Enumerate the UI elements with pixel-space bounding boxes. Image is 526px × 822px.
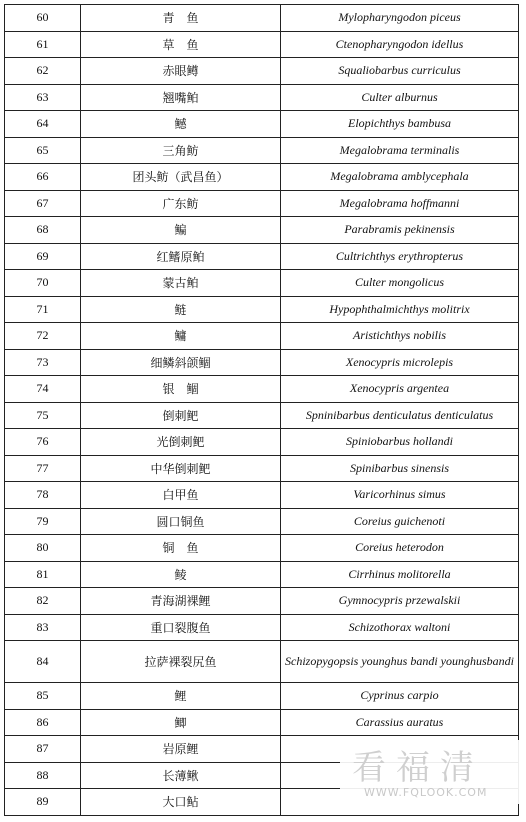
row-number: 89: [5, 789, 81, 816]
table-row: [5, 588, 519, 615]
row-number: 61: [5, 31, 81, 58]
table-row: [5, 614, 519, 641]
row-number: 82: [5, 588, 81, 615]
table-row: [5, 190, 519, 217]
row-number: 62: [5, 58, 81, 85]
table-row: [5, 296, 519, 323]
table-row: [5, 683, 519, 710]
chinese-name: 拉萨裸裂尻鱼: [81, 641, 281, 683]
table-row: [5, 429, 519, 456]
chinese-name: 鲮: [81, 561, 281, 588]
scientific-name: Megalobrama terminalis: [281, 137, 519, 164]
chinese-name: 蒙古鲌: [81, 270, 281, 297]
row-number: 66: [5, 164, 81, 191]
table-row: [5, 84, 519, 111]
chinese-name: 青海湖裸鲤: [81, 588, 281, 615]
table-row: [5, 137, 519, 164]
scientific-name: Cultrichthys erythropterus: [281, 243, 519, 270]
table-row: [5, 535, 519, 562]
table-row: [5, 455, 519, 482]
scientific-name: Schizothorax waltoni: [281, 614, 519, 641]
chinese-name: 广东鲂: [81, 190, 281, 217]
row-number: 81: [5, 561, 81, 588]
scientific-name: Megalobrama amblycephala: [281, 164, 519, 191]
chinese-name: 铜 鱼: [81, 535, 281, 562]
scientific-name: Cyprinus carpio: [281, 683, 519, 710]
row-number: 75: [5, 402, 81, 429]
table-row: [5, 243, 519, 270]
watermark-url: WWW.FQLOOK.COM: [364, 786, 488, 799]
watermark: [340, 740, 522, 804]
table-row: [5, 5, 519, 32]
scientific-name: Schizopygopsis younghus bandi younghusbandi: [281, 641, 519, 683]
chinese-name: 长薄鳅: [81, 762, 281, 789]
table-row: [5, 641, 519, 683]
table-row: [5, 561, 519, 588]
chinese-name: 银 鲴: [81, 376, 281, 403]
scientific-name: Xenocypris microlepis: [281, 349, 519, 376]
table-row: [5, 217, 519, 244]
table-row: [5, 323, 519, 350]
row-number: 74: [5, 376, 81, 403]
chinese-name: 重口裂腹鱼: [81, 614, 281, 641]
chinese-name: 鳙: [81, 323, 281, 350]
row-number: 72: [5, 323, 81, 350]
scientific-name: Hypophthalmichthys molitrix: [281, 296, 519, 323]
scientific-name: Aristichthys nobilis: [281, 323, 519, 350]
chinese-name: 中华倒刺鲃: [81, 455, 281, 482]
chinese-name: 草 鱼: [81, 31, 281, 58]
row-number: 60: [5, 5, 81, 32]
table-row: [5, 508, 519, 535]
scientific-name: Spiniobarbus hollandi: [281, 429, 519, 456]
chinese-name: 鲢: [81, 296, 281, 323]
scientific-name: Spinibarbus sinensis: [281, 455, 519, 482]
row-number: 79: [5, 508, 81, 535]
scientific-name: Coreius heterodon: [281, 535, 519, 562]
chinese-name: 赤眼鳟: [81, 58, 281, 85]
row-number: 85: [5, 683, 81, 710]
row-number: 86: [5, 709, 81, 736]
scientific-name: Gymnocypris przewalskii: [281, 588, 519, 615]
chinese-name: 倒刺鲃: [81, 402, 281, 429]
chinese-name: 大口鲇: [81, 789, 281, 816]
scientific-name: Carassius auratus: [281, 709, 519, 736]
row-number: 73: [5, 349, 81, 376]
scientific-name: Cirrhinus molitorella: [281, 561, 519, 588]
row-number: 69: [5, 243, 81, 270]
chinese-name: 细鳞斜颌鲴: [81, 349, 281, 376]
table-row: [5, 376, 519, 403]
row-number: 76: [5, 429, 81, 456]
chinese-name: 鳡: [81, 111, 281, 138]
scientific-name: Spninibarbus denticulatus denticulatus: [281, 402, 519, 429]
chinese-name: 红鳍原鲌: [81, 243, 281, 270]
row-number: 88: [5, 762, 81, 789]
row-number: 87: [5, 736, 81, 763]
row-number: 80: [5, 535, 81, 562]
table-row: [5, 31, 519, 58]
table-row: [5, 709, 519, 736]
row-number: 71: [5, 296, 81, 323]
table-row: [5, 111, 519, 138]
row-number: 65: [5, 137, 81, 164]
scientific-name: Elopichthys bambusa: [281, 111, 519, 138]
scientific-name: Squaliobarbus curriculus: [281, 58, 519, 85]
scientific-name: Coreius guichenoti: [281, 508, 519, 535]
row-number: 67: [5, 190, 81, 217]
row-number: 83: [5, 614, 81, 641]
scientific-name: Mylopharyngodon piceus: [281, 5, 519, 32]
row-number: 84: [5, 641, 81, 683]
scientific-name: Xenocypris argentea: [281, 376, 519, 403]
chinese-name: 白甲鱼: [81, 482, 281, 509]
table-row: [5, 402, 519, 429]
chinese-name: 圆口铜鱼: [81, 508, 281, 535]
table-row: [5, 58, 519, 85]
chinese-name: 鳊: [81, 217, 281, 244]
scientific-name: Culter alburnus: [281, 84, 519, 111]
watermark-logo: 看福清: [352, 748, 484, 788]
chinese-name: 鲤: [81, 683, 281, 710]
scientific-name: Culter mongolicus: [281, 270, 519, 297]
chinese-name: 青 鱼: [81, 5, 281, 32]
row-number: 70: [5, 270, 81, 297]
scientific-name: Ctenopharyngodon idellus: [281, 31, 519, 58]
chinese-name: 翘嘴鲌: [81, 84, 281, 111]
row-number: 68: [5, 217, 81, 244]
row-number: 77: [5, 455, 81, 482]
chinese-name: 团头鲂（武昌鱼）: [81, 164, 281, 191]
table-row: [5, 349, 519, 376]
table-row: [5, 270, 519, 297]
scientific-name: Varicorhinus simus: [281, 482, 519, 509]
chinese-name: 岩原鲤: [81, 736, 281, 763]
scientific-name: Megalobrama hoffmanni: [281, 190, 519, 217]
chinese-name: 光倒刺鲃: [81, 429, 281, 456]
species-table: [4, 4, 519, 816]
table-row: [5, 482, 519, 509]
species-table-body: [5, 5, 519, 816]
chinese-name: 三角鲂: [81, 137, 281, 164]
row-number: 78: [5, 482, 81, 509]
scientific-name: Parabramis pekinensis: [281, 217, 519, 244]
table-row: [5, 164, 519, 191]
row-number: 64: [5, 111, 81, 138]
row-number: 63: [5, 84, 81, 111]
chinese-name: 鲫: [81, 709, 281, 736]
